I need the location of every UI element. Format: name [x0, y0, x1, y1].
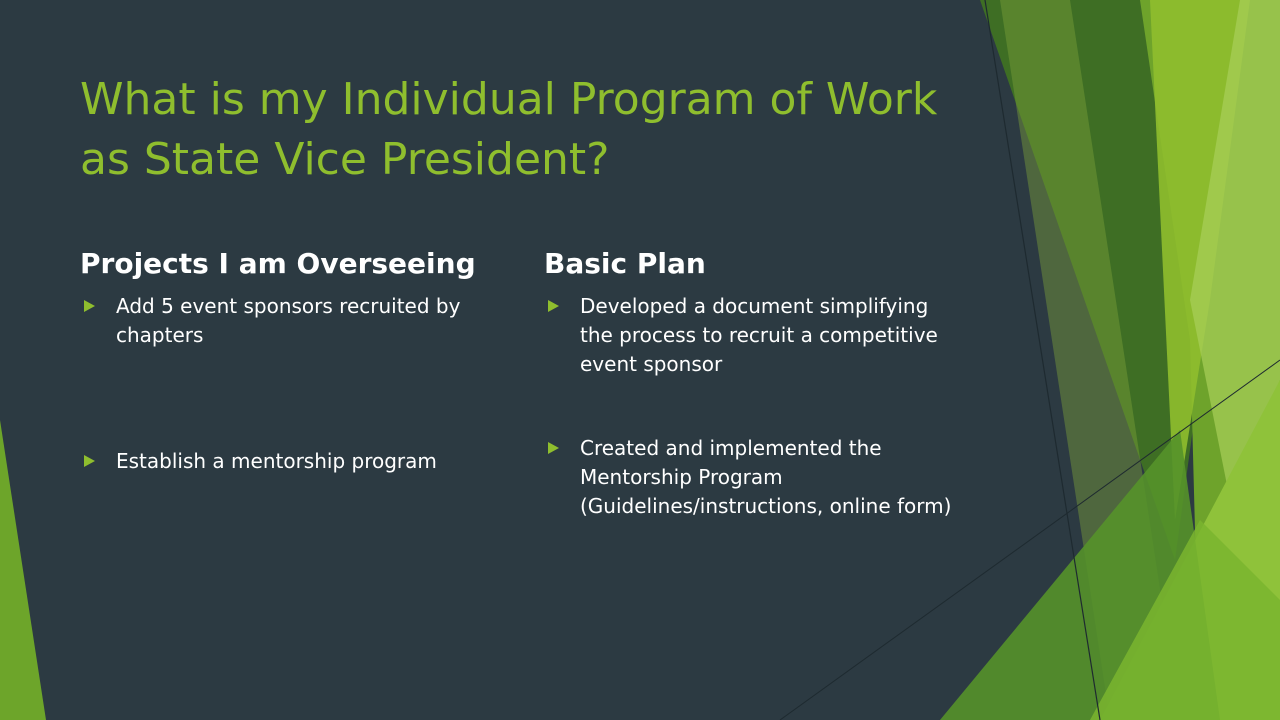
projects-column — [80, 244, 500, 476]
projects-item-sponsors — [80, 292, 500, 350]
slide-title — [80, 70, 980, 190]
bullet-arrow-icon — [84, 300, 95, 312]
left-green-sliver — [0, 420, 46, 720]
basic-plan-heading: Basic Plan — [544, 247, 706, 280]
basic-plan-column — [544, 244, 964, 521]
basic-plan-list — [544, 292, 964, 521]
basic-plan-item-document — [544, 292, 964, 379]
slide-title-line-2: as State Vice President? — [80, 134, 610, 185]
basic-plan-item-mentorship — [544, 434, 964, 521]
bullet-arrow-icon — [84, 455, 95, 467]
projects-item-mentorship — [80, 447, 500, 476]
slide-title-line-1: What is my Individual Program of Work — [80, 74, 938, 125]
projects-item-text: Establish a mentorship program — [116, 449, 437, 473]
projects-heading: Projects I am Overseeing — [80, 247, 476, 280]
bullet-arrow-icon — [548, 442, 559, 454]
basic-plan-item-text: Developed a document simplifying the process to recruit a competitive event sponsor — [580, 294, 938, 376]
basic-plan-item-text: Created and implemented the Mentorship Program (Guidelines/instructions, online form) — [580, 436, 952, 518]
projects-item-text: Add 5 event sponsors recruited by chapters — [116, 294, 461, 347]
projects-list — [80, 292, 500, 476]
bullet-arrow-icon — [548, 300, 559, 312]
